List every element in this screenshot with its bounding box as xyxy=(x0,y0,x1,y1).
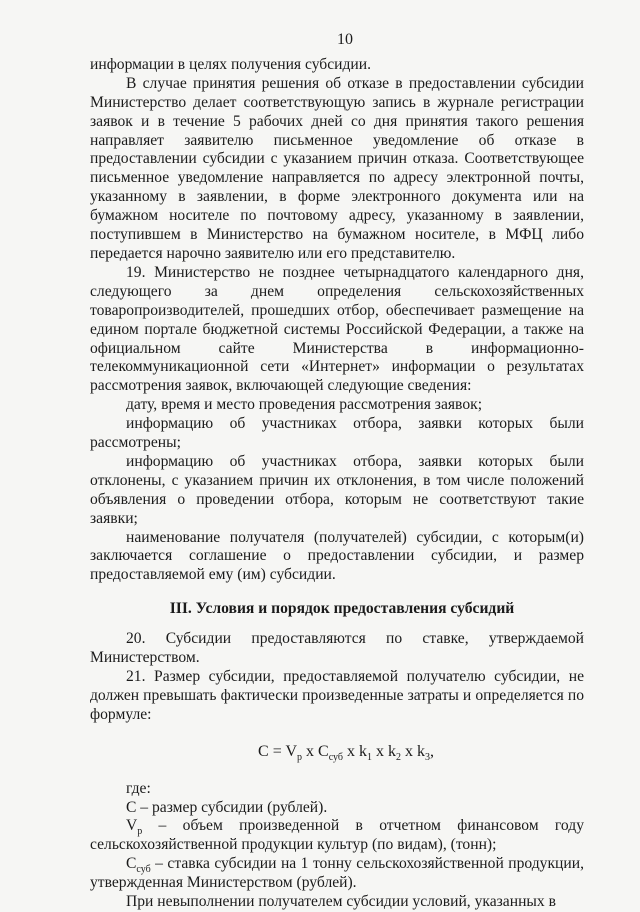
paragraph-19: 19. Министерство не позднее четырнадцатого календарного дня, следующего за днем определения сельскохозяйственных товаропроизводителей, прошедших отбор, обеспечивает размещение на едином портале бюджетной системы Российской Федерации, а также на официальном сайте Министерства в информационно-телекоммуникационной сети «Интернет» информации о результатах рассмотрения заявок, включающей следующие сведения: xyxy=(90,263,584,395)
paragraph-refusal-notice: В случае принятия решения об отказе в предоставлении субсидии Министерство делает соответствующую запись в журнале регистрации заявок и в течение 5 рабочих дней со дня принятия такого решения направляет заявителю письменное уведомление об отказе в предоставлении субсидии с указанием причин отказа. Соответствующее письменное уведомление направляется по адресу электронной почты, указанному в заявлении, в форме электронного документа или на бумажном носителе по почтовому адресу, указанному в заявлении, поступившем в Министерство на бумажном носителе, в МФЦ либо передается нарочно заявителю или его представителю. xyxy=(90,74,584,262)
subsidy-formula: $C = V_р$ x $C_{суб}$ x $k_1$ x $k_2$ x $k_3$, xyxy=(258,742,434,763)
paragraph-20: 20. Субсидии предоставляются по ставке, утверждаемой Министерством. xyxy=(90,630,584,667)
list-item-recipients: наименование получателя (получателей) субсидии, с которым(и) заключается соглашение о предоставлении субсидии, и размер предоставляемой ему (им) субсидии. xyxy=(90,528,584,584)
section-heading: III. Условия и порядок предоставления субсидий xyxy=(169,600,515,618)
list-item-rejected: информацию об участниках отбора, заявки которых были отклонены, с указанием причин их отклонения, в том числе положений объявления о проведении отбора, которым не соответствуют такие заявки; xyxy=(90,452,584,527)
paragraph-continuation: информации в целях получения субсидии. xyxy=(90,55,372,73)
definition-c: С – размер субсидии (рублей). xyxy=(126,798,328,816)
definition-vp: $V_р$ – объем произведенной в отчетном финансовом году сельскохозяйственной продукции культур (по видам), (тонн); xyxy=(90,817,584,854)
paragraph-non-compliance: При невыполнении получателем субсидии условий, указанных в xyxy=(126,893,556,911)
where-label: где: xyxy=(126,779,151,797)
list-item-date-time: дату, время и место проведения рассмотрения заявок; xyxy=(126,396,483,414)
list-item-considered: информацию об участниках отбора, заявки которых были рассмотрены; xyxy=(90,415,584,452)
page-number: 10 xyxy=(337,31,353,48)
paragraph-21: 21. Размер субсидии, предоставляемой получателю субсидии, не должен превышать фактически произведенные затраты и определяется по формуле: xyxy=(90,668,584,723)
definition-csub: $C_{суб}$ – ставка субсидии на 1 тонну сельскохозяйственной продукции, утвержденная Министерством (рублей). xyxy=(90,855,584,892)
